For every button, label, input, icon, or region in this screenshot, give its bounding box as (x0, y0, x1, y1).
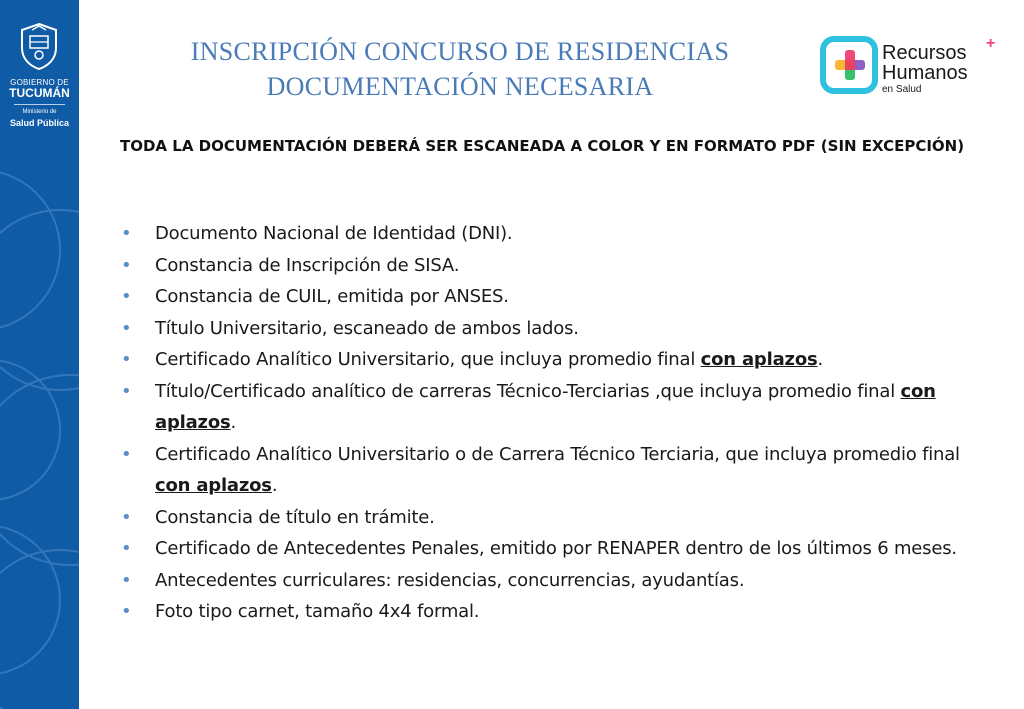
list-item (120, 596, 1000, 628)
document-list (120, 218, 1000, 628)
bullet-icon: • (121, 538, 132, 559)
item-text: Constancia de Inscripción de SISA. (155, 254, 460, 276)
sidebar-band (0, 0, 79, 709)
item-text: Antecedentes curriculares: residencias, concurrencias, ayudantías. (155, 569, 745, 591)
item-text: Certificado de Antecedentes Penales, emitido por RENAPER dentro de los últimos 6 meses. (155, 538, 957, 559)
bullet-icon: • (121, 317, 132, 339)
bullet-icon: • (121, 601, 132, 622)
list-item (120, 376, 1000, 439)
gov-line2: TUCUMÁN (9, 86, 70, 100)
ministry-line2: Salud Pública (9, 118, 69, 128)
item-text-end: . (271, 475, 278, 496)
scan-notice: TODA LA DOCUMENTACIÓN DEBERÁ SER ESCANEADA A COLOR Y EN FORMATO PDF (SIN EXCEPCIÓN) (120, 137, 965, 155)
bullet-icon: • (121, 223, 132, 244)
list-item (120, 533, 1000, 565)
item-text: Constancia de título en trámite. (155, 506, 435, 528)
coat-of-arms-icon (18, 22, 60, 70)
list-item (120, 250, 1000, 282)
list-item (120, 313, 1000, 345)
bullet-icon: • (121, 443, 132, 465)
bullet-icon: • (121, 380, 132, 402)
plus-cross-icon (835, 50, 865, 80)
bullet-icon: • (121, 349, 132, 370)
gov-divider (14, 104, 65, 105)
ministry-line1: Ministerio de (22, 109, 57, 115)
page-title (140, 34, 780, 104)
list-item (120, 281, 1000, 313)
item-text: Certificado Analítico Universitario o de Carrera Técnico Terciaria, que incluya promedio final (155, 443, 960, 465)
item-text-end: . (817, 349, 824, 370)
title-line2: DOCUMENTACIÓN NECESARIA (266, 72, 654, 101)
logo-text-3: en Salud (882, 84, 922, 95)
item-text-end: . (230, 412, 237, 433)
logo-text-1: Recursos (882, 42, 967, 64)
bullet-icon: • (121, 506, 132, 528)
bullet-icon: • (121, 569, 132, 591)
list-item (120, 565, 1000, 597)
item-highlight: con aplazos (155, 475, 272, 496)
item-text: Certificado Analítico Universitario, que incluya promedio final (155, 349, 701, 370)
list-item (120, 218, 1000, 250)
list-item (120, 439, 1000, 502)
item-text: Título Universitario, escaneado de ambos lados. (155, 317, 579, 339)
item-text: Título/Certificado analítico de carreras Técnico-Terciarias ,que incluya promedio final (155, 380, 901, 402)
logo-text-2: Humanos (882, 62, 968, 84)
list-item (120, 344, 1000, 376)
item-text: Constancia de CUIL, emitida por ANSES. (155, 286, 509, 307)
item-text: Foto tipo carnet, tamaño 4x4 formal. (155, 601, 480, 622)
small-plus-icon: + (986, 35, 996, 52)
bullet-icon: • (121, 286, 132, 307)
bullet-icon: • (121, 254, 132, 276)
list-item (120, 502, 1000, 534)
decorative-circles (0, 0, 79, 709)
item-highlight: con aplazos (155, 380, 936, 433)
title-line1: INSCRIPCIÓN CONCURSO DE RESIDENCIAS (190, 37, 730, 66)
rrhh-logo (818, 34, 1018, 100)
item-text: Documento Nacional de Identidad (DNI). (155, 223, 513, 244)
gov-line1: GOBIERNO DE (10, 78, 69, 87)
item-highlight: con aplazos (700, 349, 818, 370)
